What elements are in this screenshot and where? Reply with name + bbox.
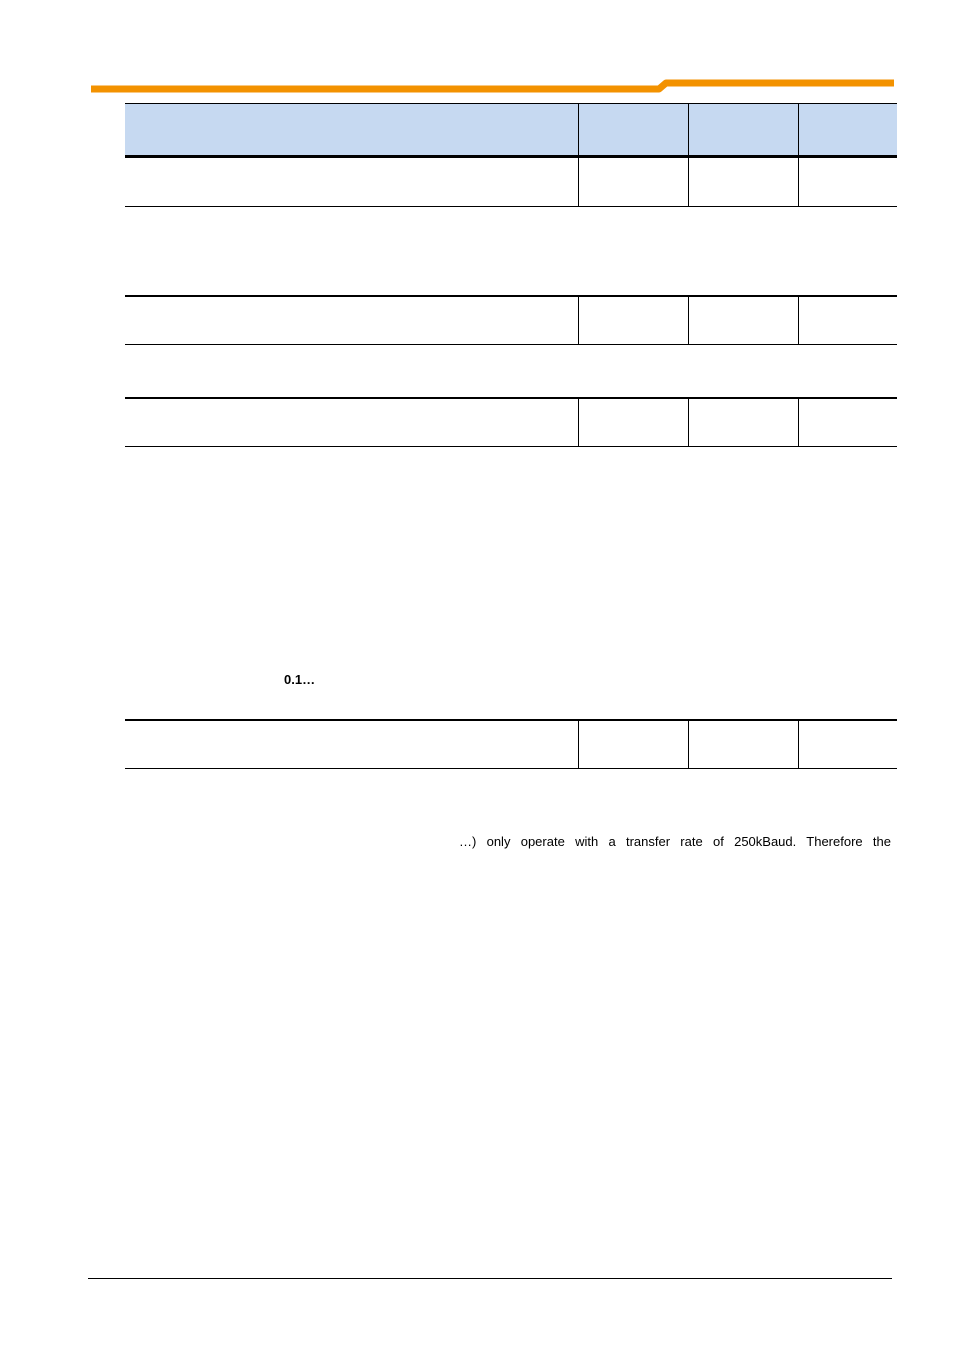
value-range-text: 0.1…	[284, 672, 316, 687]
row-cell-col4	[798, 399, 897, 446]
parameter-row	[125, 397, 897, 447]
header-cell-col3	[688, 104, 798, 155]
row-cell-col2	[578, 157, 688, 206]
row-cell-col4	[798, 721, 897, 768]
row-cell-description	[125, 297, 578, 344]
row-cell-col2	[578, 297, 688, 344]
row-cell-col3	[688, 399, 798, 446]
parameter-row	[125, 157, 897, 207]
row-cell-description	[125, 157, 578, 206]
footer-divider	[88, 1278, 892, 1279]
header-accent-stroke	[91, 83, 894, 89]
parameter-table-header	[125, 103, 897, 158]
row-cell-col4	[798, 297, 897, 344]
row-cell-col2	[578, 721, 688, 768]
header-cell-col2	[578, 104, 688, 155]
row-cell-col4	[798, 157, 897, 206]
row-cell-description	[125, 721, 578, 768]
header-accent-line	[0, 0, 954, 100]
parameter-row	[125, 295, 897, 345]
header-cell-col4	[798, 104, 897, 155]
row-cell-col3	[688, 297, 798, 344]
row-cell-description	[125, 399, 578, 446]
row-cell-col3	[688, 721, 798, 768]
row-cell-col2	[578, 399, 688, 446]
parameter-row	[125, 719, 897, 769]
body-text-line: …) only operate with a transfer rate of 250kBaud. Therefore the	[459, 834, 891, 849]
row-cell-col3	[688, 157, 798, 206]
header-cell-description	[125, 104, 578, 155]
